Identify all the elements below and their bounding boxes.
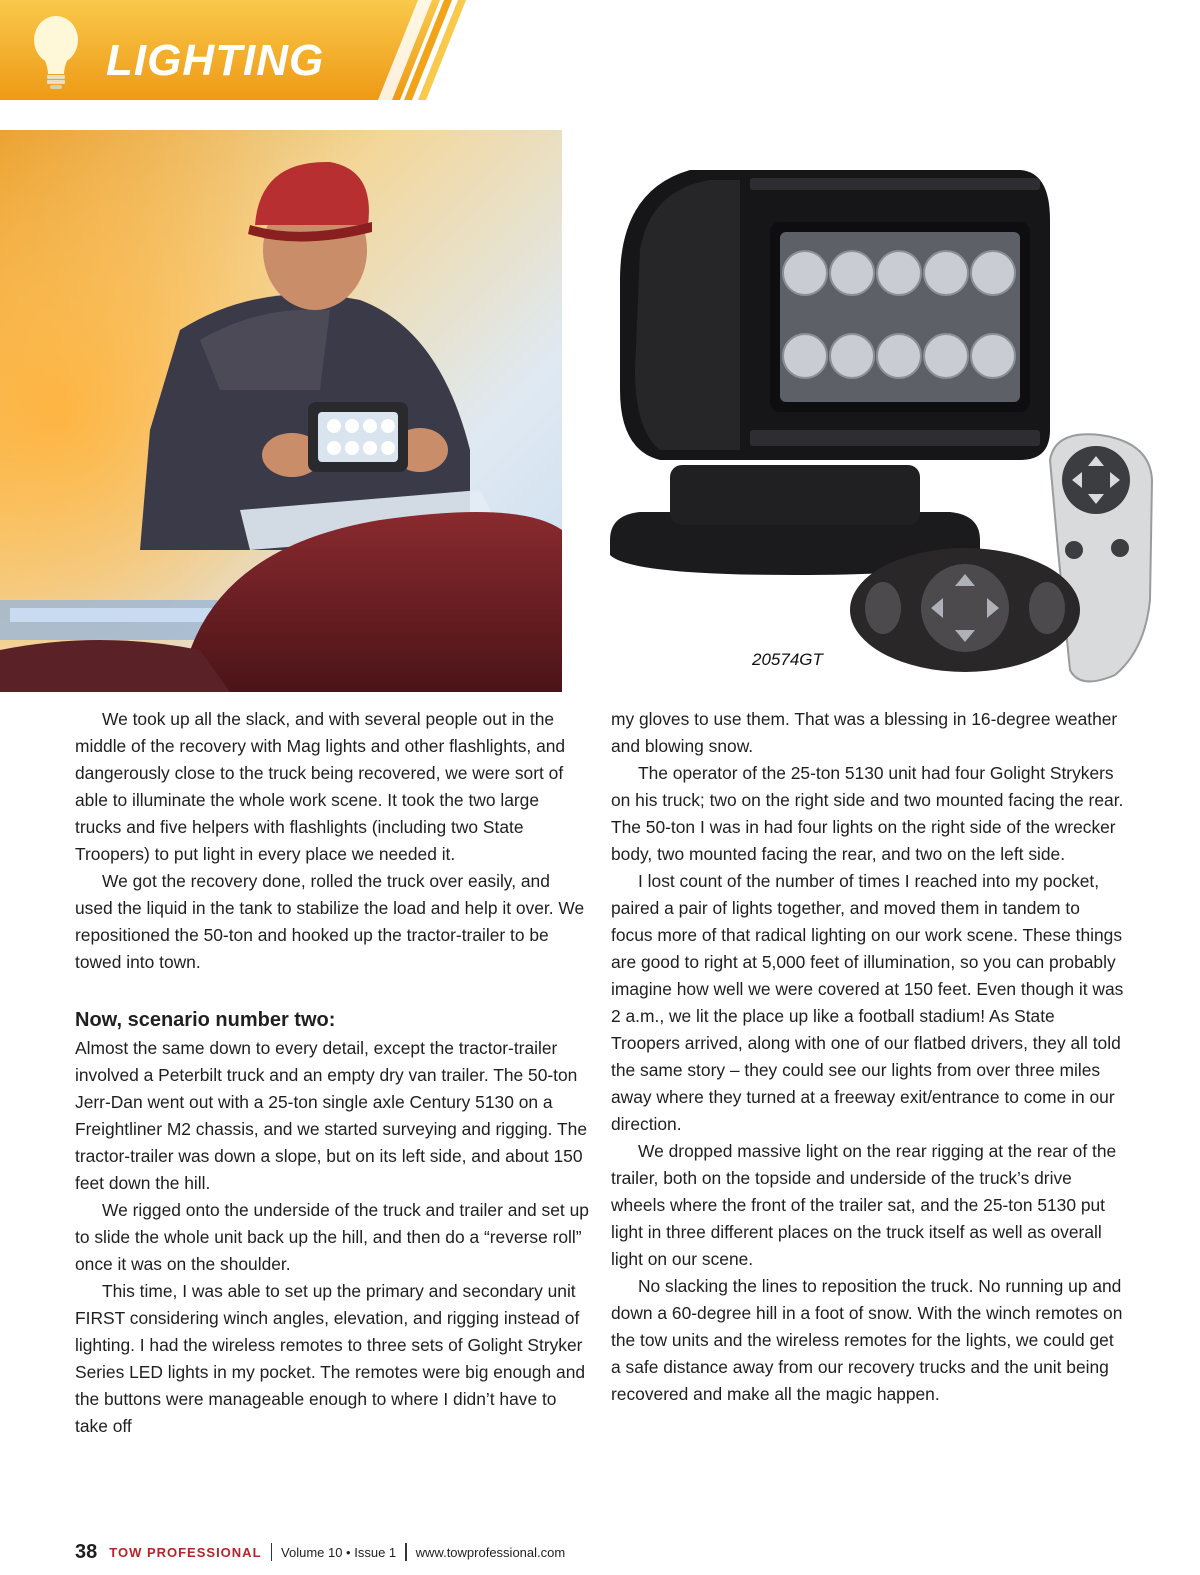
product-image-golight-stryker xyxy=(580,130,1180,690)
website-link[interactable]: www.towprofessional.com xyxy=(415,1544,566,1560)
publication-name: TOW PROFESSIONAL xyxy=(109,1544,262,1560)
section-title: LIGHTING xyxy=(106,36,325,85)
paragraph: We got the recovery done, rolled the truck over easily, and used the liquid in the tank to stabilize the load and help it over. We repositioned the 50-ton and hooked up the tractor-trailer to be towed into town. xyxy=(75,871,585,972)
photo-man-with-light xyxy=(0,130,562,692)
paragraph: No slacking the lines to reposition the truck. No running up and down a 60-degree hill in a foot of snow. With the winch remotes on the tow units and the wireless remotes for the lights, we could get a safe distance away from our recovery trucks and the unit being recovered and make all the magic happen. xyxy=(611,1276,1123,1404)
paragraph: The operator of the 25-ton 5130 unit had four Golight Strykers on his truck; two on the right side and two mounted facing the rear. The 50-ton I was in had four lights on the right side of the wrecker body, two mounted facing the rear, and two on the left side. xyxy=(611,763,1124,864)
divider xyxy=(405,1543,407,1561)
lightbulb-icon xyxy=(30,14,90,94)
subheading: Now, scenario number two: xyxy=(75,1009,336,1031)
divider xyxy=(271,1543,273,1561)
article-column-left xyxy=(75,706,590,1440)
page-footer xyxy=(75,1538,565,1566)
paragraph: my gloves to use them. That was a blessing in 16-degree weather and blowing snow. xyxy=(611,709,1118,756)
paragraph: We dropped massive light on the rear rigging at the rear of the trailer, both on the topside and underside of the truck’s drive wheels where the front of the trailer sat, and the 25-ton 5130 put light in three different places on the truck itself as well as overall light on our scene. xyxy=(611,1141,1117,1269)
article-column-right xyxy=(611,706,1126,1408)
paragraph: This time, I was able to set up the primary and secondary unit FIRST considering winch angles, elevation, and rigging instead of lighting. I had the wireless remotes to three sets of Golight Stryker Series LED lights in my pocket. The remotes were big enough and the buttons were manageable enough to where I didn’t have to take off xyxy=(75,1281,586,1436)
paragraph: Almost the same down to every detail, except the tractor-trailer involved a Peterbilt truck and an empty dry van trailer. The 50-ton Jerr-Dan went out with a 25-ton single axle Century 5130 on a Freightliner M2 chassis, and we started surveying and rigging. The tractor-trailer was down a slope, but on its left side, and about 150 feet down the hill. xyxy=(75,1038,587,1193)
figure-caption: 20574GT xyxy=(752,650,823,669)
paragraph: We rigged onto the underside of the truck and trailer and set up to slide the whole unit back up the hill, and then do a “reverse roll” once it was on the shoulder. xyxy=(75,1200,589,1274)
paragraph: I lost count of the number of times I reached into my pocket, paired a pair of lights together, and moved them in tandem to focus more of that radical lighting on our work scene. These things are good to right at 5,000 feet of illumination, so you can probably imagine how well we were covered at 150 feet. Even though it was 2 a.m., we lit the place up like a football stadium! As State Troopers arrived, along with one of our flatbed drivers, they all told the same story – they could see our lights from over three miles away where they turned at a freeway exit/entrance to come in our direction. xyxy=(611,871,1124,1134)
paragraph: We took up all the slack, and with several people out in the middle of the recovery with Mag lights and other flashlights, and dangerously close to the truck being recovered, we were sort of able to illuminate the whole work scene. It took the two large trucks and five helpers with flashlights (including two State Troopers) to put light in every place we needed it. xyxy=(75,709,566,864)
section-banner xyxy=(0,0,470,100)
issue-info: Volume 10 • Issue 1 xyxy=(281,1544,397,1560)
page-number: 38 xyxy=(75,1540,98,1563)
